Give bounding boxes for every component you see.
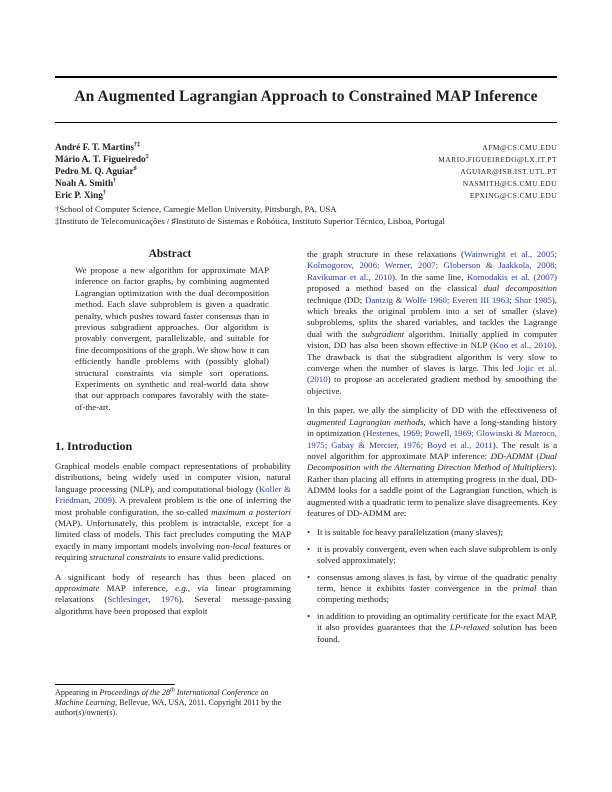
author-marks: † xyxy=(113,177,117,184)
section-heading-introduction: 1. Introduction xyxy=(55,439,133,453)
title-rule-top xyxy=(55,76,557,78)
intro-paragraph-1: Graphical models enable compact representations of probability distributions, being widely used in computer vision, natural language processing (NLP), and computational biology (Koller & Friedman, 2009). A prevalent problem is the one of inferring the most probable configuration, the so-called maximum a posteriori (MAP). Unfortunately, this problem is intractable, except for a limited class of models. This fact precludes computing the MAP exactly in many important models involving non-local features or requiring structural constraints to ensure valid predictions. xyxy=(55,461,292,563)
author-email: AGUIAR@ISR.IST.UTL.PT xyxy=(460,167,557,176)
author-email: EPXING@CS.CMU.EDU xyxy=(469,191,557,200)
abstract-body: We propose a new algorithm for approximate MAP inference on factor graphs, by combining augmented Lagrangian optimization with the dual decomposition method. Each slave subproblem is given a quadratic penalty, which pushes toward faster consensus than in previous subgradient approaches. Our algorithm is provably convergent, parallelizable, and suitable for fine decompositions of the graph. We show how it can efficiently handle problems with (possibly global) structural constraints via simple sort operations. Experiments on synthetic and real-world data show that our approach compares favorably with the state-of-the-art. xyxy=(75,265,269,412)
author-row xyxy=(55,179,557,191)
citation-link[interactable]: Schlesinger xyxy=(107,594,149,605)
affiliation-cmu: †School of Computer Science, Carnegie Mellon University, Pittsburgh, PA, USA xyxy=(55,204,337,214)
abstract-heading: Abstract xyxy=(148,248,192,260)
citation-link[interactable]: Dantzig & Wolfe 1960; Everett III 1963; Shor 1985 xyxy=(364,294,552,305)
author-name: André F. T. Martins xyxy=(55,143,135,153)
right-column-body xyxy=(307,249,557,650)
citation-link[interactable]: 2009 xyxy=(94,495,112,506)
list-item: • in addition to providing an optimality certificate for the exact MAP, it also provides guarantees that the LP-relaxed solution has been found. xyxy=(307,611,557,645)
feature-list xyxy=(307,527,557,645)
list-item: • consensus among slaves is fast, by virtue of the quadratic penalty term, hence it exhibits faster convergence in the primal than competing methods; xyxy=(307,572,557,606)
author-marks: ‡ xyxy=(145,153,149,160)
affiliation-lisbon: ‡Instituto de Telecomunicações / ♯Instituto de Sistemas e Robótica, Instituto Superior Técnico, Lisboa, Portugal xyxy=(55,216,445,226)
author-row xyxy=(55,167,557,179)
citation-link[interactable]: Wainwright et al., 2005; Kolmogorov, 2006; Werner, 2007; Globerson & Jaakkola, 2008; Ravikumar et al., 2010 xyxy=(307,249,557,282)
citation-link[interactable]: Koo et al., 2010 xyxy=(492,340,552,351)
author-name: Eric P. Xing xyxy=(55,191,103,201)
author-name: Noah A. Smith xyxy=(55,179,114,189)
citation-link[interactable]: 1976 xyxy=(161,594,179,605)
footnote-rule xyxy=(55,684,175,685)
left-column-body xyxy=(55,461,291,625)
title-rule-bottom xyxy=(55,122,557,123)
author-email: NASMITH@CS.CMU.EDU xyxy=(462,179,557,188)
list-item: • it is provably convergent, even when each slave subproblem is only solved approximately; xyxy=(307,544,557,567)
author-email: AFM@CS.CMU.EDU xyxy=(482,143,557,152)
citation-link[interactable]: Hestenes, 1969; Powell, 1969; Glowinski & Marroco, 1975; Gabay & Mercier, 1976; Boyd et al., 2011 xyxy=(307,428,557,450)
body-paragraph: In this paper, we ally the simplicity of DD with the effectiveness of augmented Lagrangian methods, which have a long-standing history in optimization (Hestenes, 1969; Powell, 1969; Glowinski & Marroco, 1975; Gabay & Mercier, 1976; Boyd et al., 2011). The result is a novel algorithm for approximate MAP inference: DD-ADMM (Dual Decomposition with the Alternating Direction Method of Multipliers). Rather than placing all efforts in attempting progress in the dual, DD-ADMM looks for a saddle point of the Lagrangian function, which is augmented with a quadratic term to penalize slave disagreements. Key features of DD-ADMM are: xyxy=(307,405,558,518)
author-name: Pedro M. Q. Aguiar xyxy=(55,167,134,177)
paper-title: An Augmented Lagrangian Approach to Constrained MAP Inference xyxy=(74,88,538,105)
citation-link[interactable]: Koller & Friedman xyxy=(55,483,291,506)
citation-link[interactable]: 2010 xyxy=(309,374,328,385)
author-row xyxy=(55,143,557,155)
citation-link[interactable]: Komodakis et al. (2007) xyxy=(466,271,557,282)
author-row xyxy=(55,155,557,167)
author-name: Mário A. T. Figueiredo xyxy=(55,155,146,165)
body-paragraph: the graph structure in these relaxations (Wainwright et al., 2005; Kolmogorov, 2006; Werner, 2007; Globerson & Jaakkola, 2008; Ravikumar et al., 2010). In the same line, Komodakis et al. (2007) proposed a method based on the classical dual decomposition technique (DD; Dantzig & Wolfe 1960; Everett III 1963; Shor 1985), which breaks the original problem into a set of smaller (slave) subproblems, splits the shared variables, and tackles the Lagrange dual with the subgradient algorithm. Initially applied in computer vision, DD has also been shown effective in NLP (Koo et al., 2010). The drawback is that the subgradient algorithm is very slow to converge when the number of slaves is large. This led Jojic et al. (2010) to propose an accelerated gradient method by smoothing the objective. xyxy=(307,249,558,396)
intro-paragraph-2: A significant body of research has thus been placed on approximate MAP inference, e.g., via linear programming relaxations (Schlesinger, 1976). Several message-passing algorithms have been proposed that exploit xyxy=(55,571,291,616)
author-email: MARIO.FIGUEIREDO@LX.IT.PT xyxy=(438,155,557,164)
author-row xyxy=(55,191,557,203)
author-marks: †‡ xyxy=(134,141,141,148)
citation-link[interactable]: Jojic et al. xyxy=(517,363,557,374)
footnote: Appearing in Proceedings of the 28th International Conference on Machine Learning, Bellevue, WA, USA, 2011. Copyright 2011 by the author(s)/owner(s). xyxy=(55,687,282,718)
author-marks: ♯ xyxy=(133,165,137,172)
list-item: • It is suitable for heavy parallelization (many slaves); xyxy=(307,527,557,538)
author-marks: † xyxy=(102,189,106,196)
